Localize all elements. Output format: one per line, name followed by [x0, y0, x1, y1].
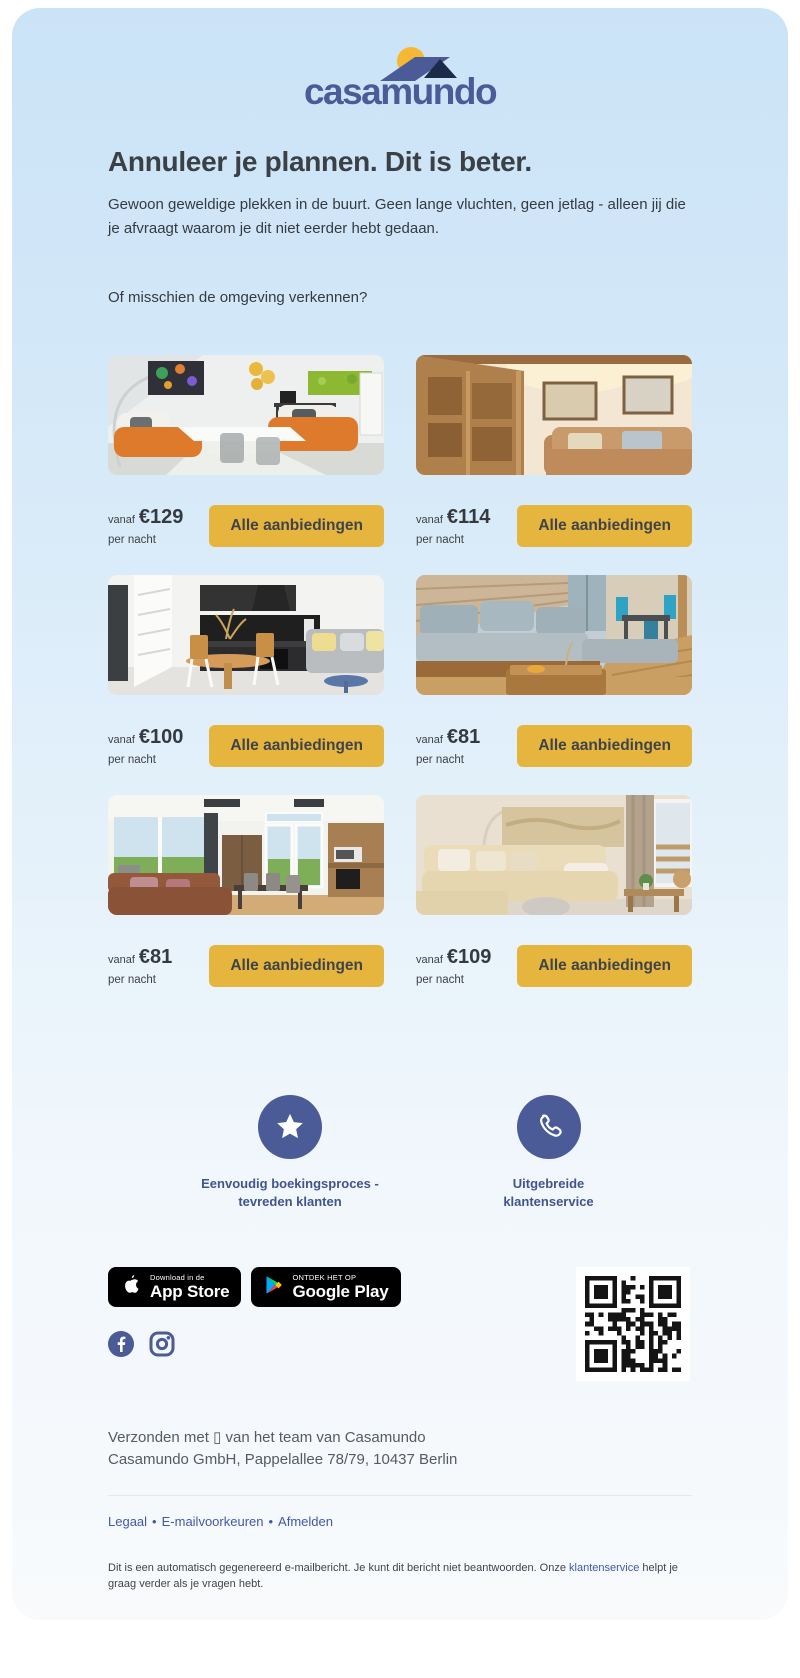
price-block — [108, 506, 183, 546]
price-value: €114 — [446, 506, 491, 528]
legal-link[interactable]: Legaal — [108, 1514, 148, 1529]
google-play-badge[interactable] — [251, 1267, 400, 1307]
email-body-card — [12, 8, 788, 1620]
disclaimer-before: Dit is een automatisch gegenereerd e-mailbericht. Je kunt dit bericht niet beantwoorden. Onze — [108, 1562, 570, 1574]
app-store-badge-big-text: App Store — [150, 1282, 230, 1301]
property-photo-2-illustration — [416, 355, 692, 475]
property-photo-5-illustration — [108, 795, 384, 915]
offer-card-1 — [108, 355, 384, 575]
offer-card-3 — [108, 575, 384, 795]
footer-divider — [108, 1495, 692, 1496]
email-preferences-link[interactable]: E-mailvoorkeuren — [161, 1514, 264, 1529]
price-block — [416, 506, 490, 546]
offers-grid — [108, 355, 692, 1015]
logo-wordmark: casamundo — [303, 71, 497, 110]
feature-easy-booking — [188, 1095, 393, 1211]
price-block — [108, 726, 183, 766]
disclaimer-text — [108, 1561, 692, 1592]
all-offers-button[interactable]: Alle aanbiedingen — [517, 725, 692, 767]
phone-icon — [517, 1095, 581, 1159]
from-label: vanaf — [108, 514, 135, 526]
google-play-icon — [263, 1273, 284, 1302]
apple-icon — [120, 1272, 142, 1303]
instagram-icon[interactable] — [149, 1331, 175, 1357]
from-label: vanaf — [416, 954, 443, 966]
property-photo-bright-living[interactable] — [108, 795, 384, 915]
offer-card-5[interactable] — [108, 795, 384, 1015]
offer-card-2 — [416, 355, 692, 575]
google-play-badge-big-text: Google Play — [292, 1282, 389, 1301]
app-download-section — [108, 1267, 692, 1381]
from-label: vanaf — [108, 954, 135, 966]
link-separator: • — [268, 1514, 274, 1529]
footer-links — [108, 1514, 692, 1529]
price-value: €109 — [446, 946, 492, 968]
feature-label: Uitgebreide klantenservice — [503, 1176, 594, 1209]
property-photo-1-illustration — [108, 355, 384, 475]
property-photo-scandinavian[interactable] — [108, 575, 384, 695]
price-block — [416, 946, 491, 986]
app-store-badge[interactable] — [108, 1267, 241, 1307]
disclaimer-after: helpt je graag verder als je vragen hebt. — [108, 1562, 678, 1590]
per-night-label: per nacht — [416, 974, 464, 986]
sent-line-text: Verzonden met ▯ van het team van Casamundo — [108, 1429, 426, 1446]
price-value: €81 — [138, 946, 173, 968]
price-block — [416, 726, 480, 766]
property-photo-rustic-cabin[interactable] — [416, 355, 692, 475]
sent-with-love-line — [108, 1427, 692, 1471]
feature-customer-service — [485, 1095, 613, 1211]
company-address: Casamundo GmbH, Pappelallee 78/79, 10437 Berlin — [108, 1451, 458, 1468]
from-label: vanaf — [416, 734, 443, 746]
offer-card-6 — [416, 795, 692, 1015]
google-play-badge-small-text: ONTDEK HET OP — [292, 1273, 357, 1282]
from-label: vanaf — [108, 734, 135, 746]
feature-label: Eenvoudig boekingsproces - tevreden klanten — [201, 1176, 379, 1209]
star-icon — [258, 1095, 322, 1159]
features-section — [108, 1095, 692, 1211]
property-photo-6-illustration — [416, 795, 692, 915]
all-offers-button[interactable]: Alle aanbiedingen — [209, 505, 384, 547]
question-text: Of misschien de omgeving verkennen? — [108, 289, 368, 306]
property-photo-4-illustration — [416, 575, 692, 695]
unsubscribe-link[interactable]: Afmelden — [278, 1514, 333, 1529]
offer-card-4 — [416, 575, 692, 795]
qr-code — [576, 1267, 690, 1381]
property-photo-cream-lounge[interactable] — [416, 795, 692, 915]
property-photo-3-illustration — [108, 575, 384, 695]
facebook-icon[interactable] — [108, 1331, 134, 1357]
price-value: €100 — [138, 726, 184, 748]
all-offers-button[interactable]: Alle aanbiedingen — [209, 725, 384, 767]
price-value: €81 — [446, 726, 481, 748]
per-night-label: per nacht — [108, 534, 156, 546]
price-block — [108, 946, 172, 986]
price-value: €129 — [138, 506, 184, 528]
link-separator: • — [152, 1514, 157, 1529]
property-photo-terrace[interactable] — [416, 575, 692, 695]
property-photo-modern-orange[interactable] — [108, 355, 384, 475]
headline: Annuleer je plannen. Dit is beter. — [108, 146, 532, 177]
per-night-label: per nacht — [416, 754, 464, 766]
casamundo-logo[interactable] — [108, 44, 692, 115]
from-label: vanaf — [416, 514, 443, 526]
per-night-label: per nacht — [108, 974, 156, 986]
per-night-label: per nacht — [108, 754, 156, 766]
intro-text: Gewoon geweldige plekken in de buurt. Geen lange vluchten, geen jetlag - alleen jij die je afvraagt waarom je dit niet eerder hebt gedaan. — [108, 196, 686, 237]
per-night-label: per nacht — [416, 534, 464, 546]
all-offers-button[interactable]: Alle aanbiedingen — [209, 945, 384, 987]
customer-service-link[interactable]: klantenservice — [569, 1562, 640, 1574]
all-offers-button[interactable]: Alle aanbiedingen — [517, 505, 692, 547]
app-store-badge-small-text: Download in de — [150, 1273, 205, 1282]
all-offers-button[interactable]: Alle aanbiedingen — [517, 945, 692, 987]
